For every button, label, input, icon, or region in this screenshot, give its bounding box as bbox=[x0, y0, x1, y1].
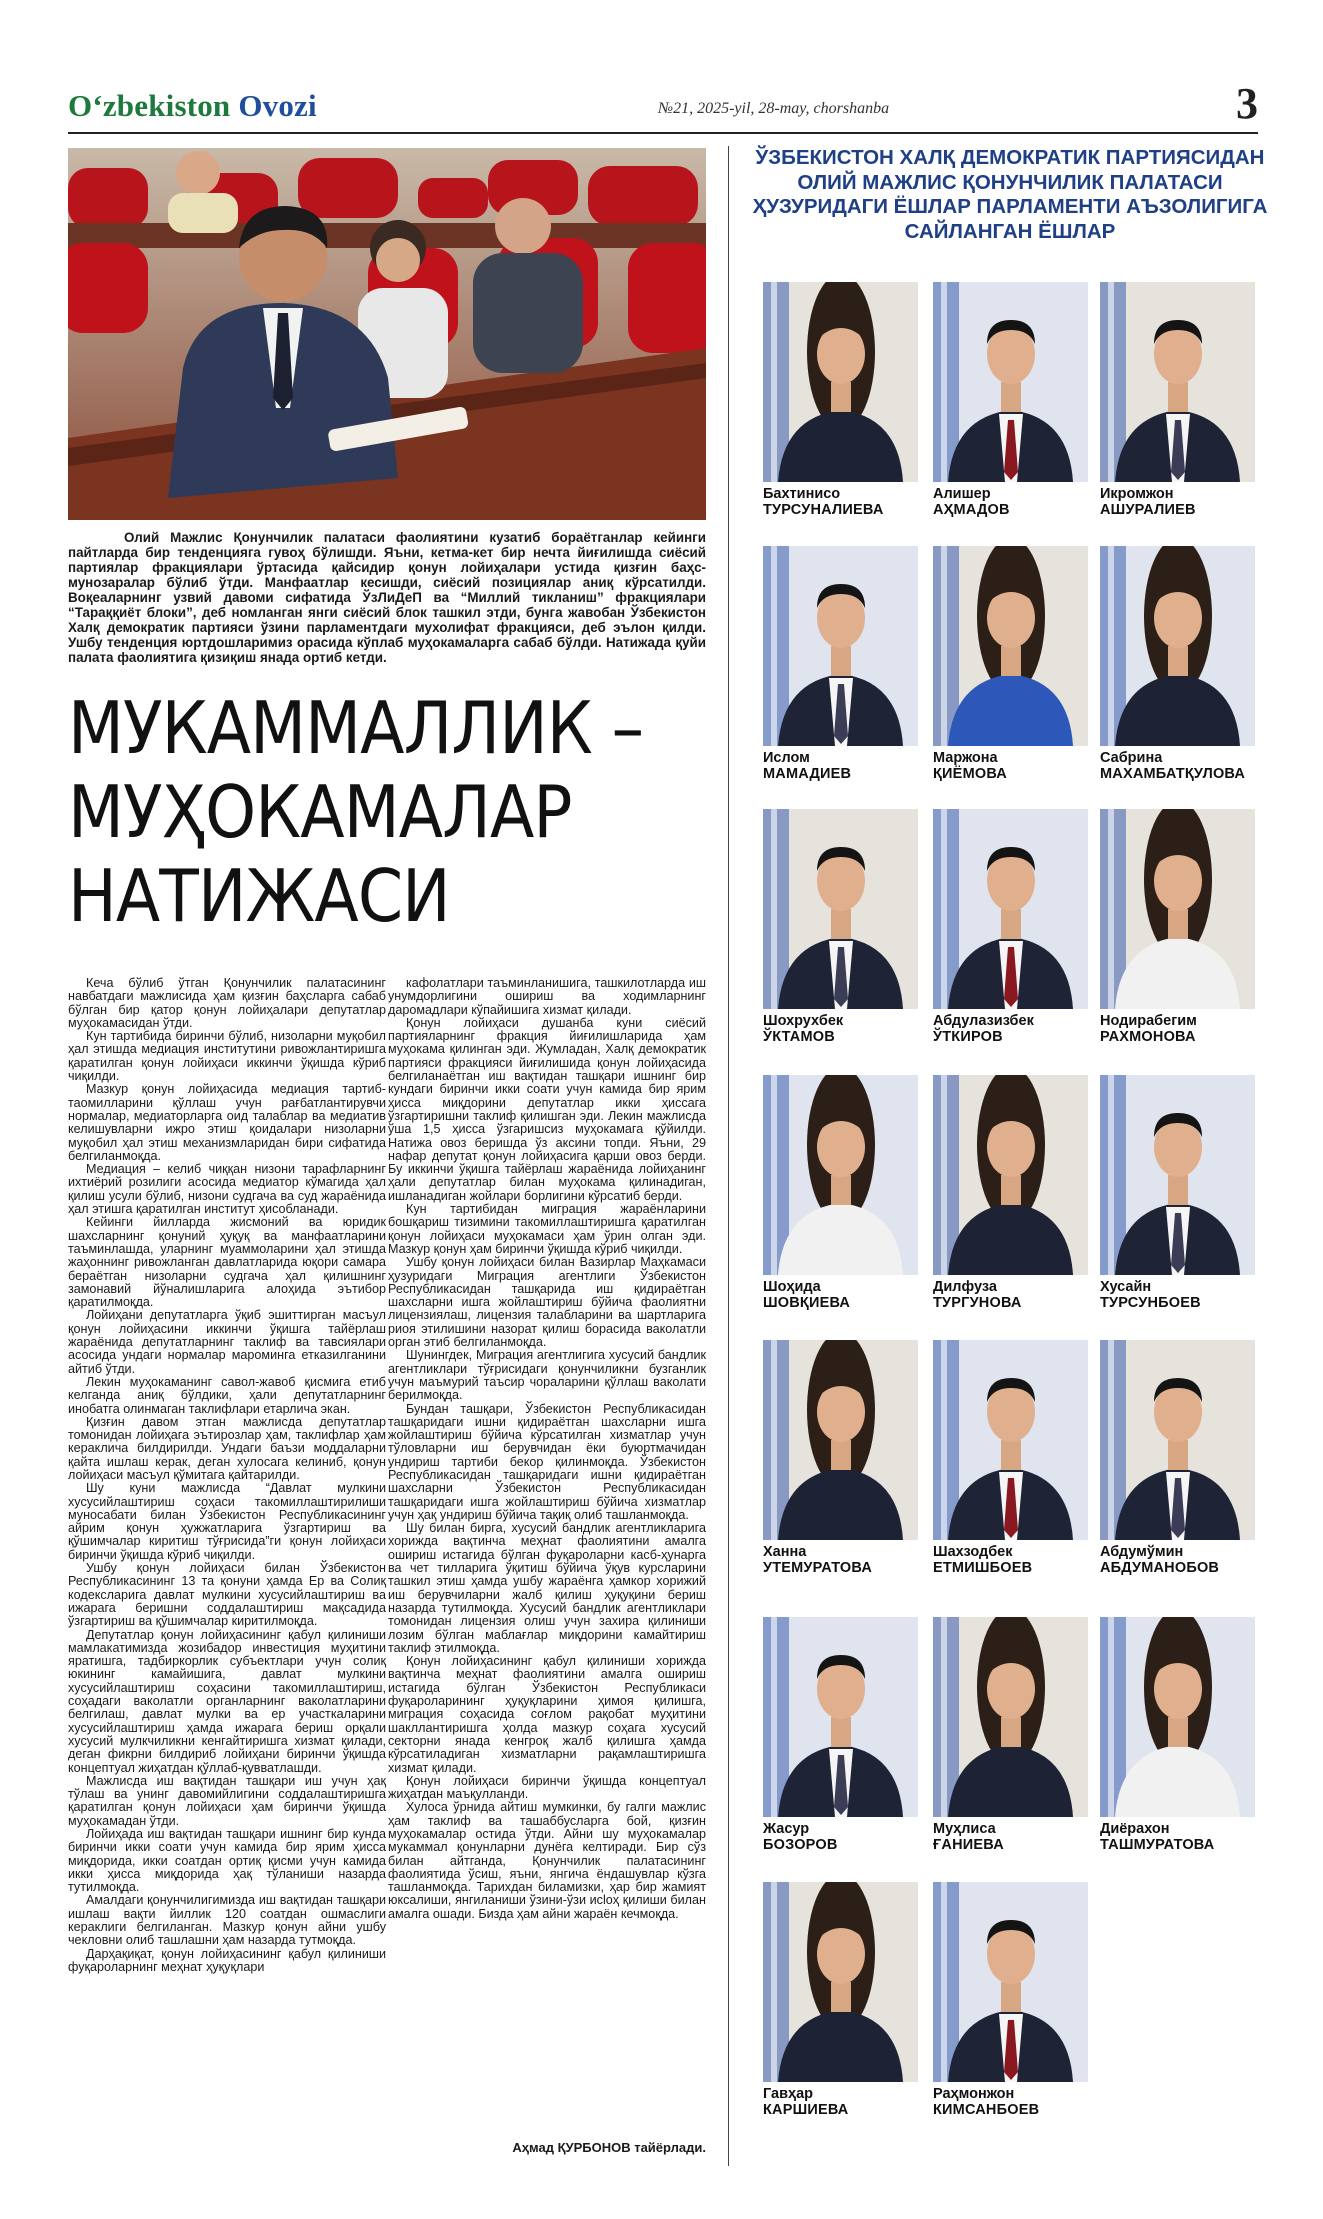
member-last-name: ТАШМУРАТОВА bbox=[1100, 1837, 1215, 1853]
member-card bbox=[763, 1075, 921, 1311]
article-column-1 bbox=[68, 977, 386, 1974]
article-paragraph: Кун тартибида биринчи бўлиб, низоларни муқобил ҳал этишда медиация институтини ривожлантиришга қаратилган қонун лойиҳаси иккинчи ўқишда кўриб чиқилди. bbox=[68, 1029, 386, 1084]
article-paragraph: Депутатлар қонун лойиҳасининг қабул қилиниши мамлакатимизда жозибадор инвестиция муҳитини яратишга, тадбиркорлик субъектлари учун солиқ юкининг камайишига, давлат мулкини хусусийлаштириш соҳасини такомиллаштириш, соҳадаги ваколатли органларнинг ваколатларини белгилаш, давлат мулки ва ер участкаларини хусусийлаштириш ҳамда ижарага бериш орқали хусусий мулкчиликни кенгайтиришга хизмат қилади, деган фикрни билдириб лойиҳани биринчи ўқишда концептуал жиҳатдан қўллаб-қувватлашди. bbox=[68, 1627, 386, 1775]
article-paragraph: Шу куни мажлисда “Давлат мулкини хусусийлаштириш соҳаси такомиллаштирилиши муносабати билан Ўзбекистон Республикасининг айрим қонун ҳужжатларига ўзгартириш ва қўшимчалар киритиш тўғрисида”ги қонун лойиҳаси биринчи ўқишда кўриб чиқилди. bbox=[68, 1481, 386, 1562]
member-last-name: КИМСАНБОЕВ bbox=[933, 2102, 1040, 2118]
member-photo bbox=[1100, 1340, 1255, 1540]
member-last-name: ҒАНИЕВА bbox=[933, 1837, 1004, 1853]
masthead bbox=[68, 79, 1258, 134]
member-first-name: Алишер bbox=[933, 486, 991, 502]
member-card bbox=[763, 1882, 921, 2118]
member-last-name: АШУРАЛИЕВ bbox=[1100, 502, 1196, 518]
member-first-name: Гавҳар bbox=[763, 2086, 813, 2102]
member-last-name: РАХМОНОВА bbox=[1100, 1029, 1196, 1045]
member-last-name: ЎКТАМОВ bbox=[763, 1029, 835, 1045]
member-last-name: ЎТКИРОВ bbox=[933, 1029, 1003, 1045]
member-card bbox=[763, 282, 921, 518]
article-paragraph: Дарҳақиқат, қонун лойиҳасининг қабул қилиниши фуқароларнинг меҳнат ҳуқуқлари bbox=[68, 1946, 386, 1974]
member-card bbox=[1100, 546, 1258, 782]
member-photo bbox=[763, 1340, 918, 1540]
logo-part1: O‘zbekiston bbox=[68, 88, 231, 123]
member-card bbox=[763, 546, 921, 782]
member-first-name: Икромжон bbox=[1100, 486, 1174, 502]
member-card bbox=[933, 809, 1091, 1045]
member-photo bbox=[933, 1075, 1088, 1275]
photo-caption: Олий Мажлис Қонунчилик палатаси фаолиятини кузатиб бораётганлар кейинги пайтларда бир тенденцияга гувоҳ бўлишди. Яъни, кетма-кет бир нечта йиғилишда сиёсий партиялар фракциялари ўртасида қайсидир қонун лойиҳалари устида қизғин баҳс-мунозаралар бўлиб ўтди. Манфаатлар кесишди, сиёсий позициялар аниқ кўрсатилди. Воқеаларнинг узвий давоми сифатида ЎзЛиДеП ва “Миллий тикланиш” фракциялари “Тараққиёт блоки”, деб номланган янги сиёсий блок ташкил этди, бунга жавобан Ўзбекистон Халқ демократик партияси ўзини парламентдаги мухолифат фракцияси, деб эълон қилди. Ушбу тенденция юртдошларимиз орасида кўплаб муҳокамаларга сабаб бўлди. Натижада қуйи палата фаолиятига қизиқиш янада ортиб кетди. bbox=[68, 530, 706, 665]
member-last-name: МАМАДИЕВ bbox=[763, 766, 852, 782]
member-card bbox=[1100, 809, 1258, 1045]
article-column-2 bbox=[388, 977, 706, 1921]
article-paragraph: Ушбу қонун лойиҳаси билан Вазирлар Маҳкамаси ҳузуридаги Миграция агентлиги Ўзбекистон Республикасидан ташқарида иш қидираётган шахсларни ишга жойлаштириш бўйича фаолиятни лицензиялаш, лицензия талабларини ва шартларига риоя этилишини назорат қилиш борасида ваколатли орган этиб белгиланмоқда. bbox=[388, 1255, 706, 1350]
article-paragraph: Бундан ташқари, Ўзбекистон Республикасидан ташқаридаги ишни қидираётган шахсларни ишга жойлаштириш бўйича кўрсатилган хизматлар учун тўловларни иш берувчидан ёки буюртмачидан ундириш тартиби бекор қилинмоқда. Ўзбекистон Республикасидан ташқаридаги ишни қидираётган шахсларни Ўзбекистон Республикасидан ташқаридаги ишга жойлаштириш бўйича хизматлар учун ҳақ ундириш бўйича тақиқ олиб ташланмоқда. bbox=[388, 1401, 706, 1522]
member-last-name: ҚИЁМОВА bbox=[933, 766, 1007, 782]
article-paragraph: Қонун лойиҳасининг қабул қилиниши хорижда вақтинча меҳнат фаолиятини амалга ошириш истагида бўлган Ўзбекистон Республикаси фуқароларининг ҳуқуқларини ҳимоя қилишга, миграция соҳасида соғлом рақобат муҳитини шакллантиришга ҳолда мазкур соҳага хусусий секторни янада кенгроқ жалб қилишга ҳамда кўрсатиладиган хизматларни рақамлаштиришга хизмат қилади. bbox=[388, 1654, 706, 1775]
member-first-name: Шахзодбек bbox=[933, 1544, 1013, 1560]
article-paragraph: Мазкур қонун лойиҳасида медиация тартиб-таомилларини қўллаш учун рағбатлантирувчи нормалар, медиаторларга оид талаблар ва медиатив келишувларни ижро этиш қоидалари низоларни муқобил ҳал этиш механизмларидан бири сифатида белгиланмоқда. bbox=[68, 1082, 386, 1163]
member-photo bbox=[1100, 546, 1255, 746]
member-first-name: Маржона bbox=[933, 750, 998, 766]
member-last-name: ТУРСУНБОЕВ bbox=[1100, 1295, 1201, 1311]
member-card bbox=[1100, 1340, 1258, 1576]
member-card bbox=[1100, 282, 1258, 518]
article-paragraph: Қонун лойиҳаси биринчи ўқишда концептуал жиҳатдан маъқулланди. bbox=[388, 1773, 706, 1802]
member-photo bbox=[1100, 809, 1255, 1009]
member-photo bbox=[933, 1617, 1088, 1817]
member-last-name: МАХАМБАТҚУЛОВА bbox=[1100, 766, 1246, 782]
logo-part2: Ovozi bbox=[238, 88, 317, 123]
member-card bbox=[763, 809, 921, 1045]
member-first-name: Жасур bbox=[763, 1821, 810, 1837]
member-last-name: КАРШИЕВА bbox=[763, 2102, 849, 2118]
article-paragraph: Медиация – келиб чиққан низони тарафларнинг ихтиёрий розилиги асосида медиатор кўмагида ҳал қилиш усули бўлиб, низони судгача ва суд жараёнида ҳал этишга қаратилган институт ҳисобланади. bbox=[68, 1162, 386, 1217]
member-first-name: Абдумўмин bbox=[1100, 1544, 1184, 1560]
article-author: Аҳмад ҚУРБОНОВ тайёрлади. bbox=[512, 2140, 706, 2155]
column-divider bbox=[728, 146, 729, 2166]
article-paragraph: Лойиҳани депутатларга ўқиб эшиттирган масъул қонун лойиҳасини иккинчи ўқишга тайёрлаш жараёнида депутатларнинг таклиф ва тавсиялари асосида ундаги нормалар мароминга етказилганини айтиб ўтди. bbox=[68, 1308, 386, 1376]
parliament-session-illustration bbox=[68, 148, 706, 520]
member-photo bbox=[763, 809, 918, 1009]
member-card bbox=[933, 1882, 1091, 2118]
member-photo bbox=[933, 1882, 1088, 2082]
member-photo bbox=[763, 1075, 918, 1275]
headline-line-3: НАТИЖАСИ bbox=[68, 854, 450, 938]
member-first-name: Диёрахон bbox=[1100, 1821, 1170, 1837]
article-paragraph: Кеча бўлиб ўтган Қонунчилик палатасининг навбатдаги мажлисида ҳам қизғин баҳсларга сабаб бўлган бир қатор қонун лойиҳалари депутатлар муҳокамасидан ўтди. bbox=[68, 976, 386, 1030]
article-paragraph: кафолатлари таъминланишига, ташкилотларда иш унумдорлигини ошириш ва ходимларнинг даромадлари кўпайишига хизмат қилади. bbox=[388, 976, 706, 1017]
member-first-name: Абдулазизбек bbox=[933, 1013, 1034, 1029]
article-paragraph: Лойиҳада иш вақтидан ташқари ишнинг бир кунда биринчи икки соати учун камида бир ярим ҳисса миқдорида, икки соатдан ортиқ қисми учун камида икки ҳисса миқдорида ҳақ тўланиши назарда тутилмоқда. bbox=[68, 1827, 386, 1895]
member-first-name: Раҳмонжон bbox=[933, 2086, 1015, 2102]
article-headline bbox=[68, 686, 653, 938]
article-paragraph: Қизғин давом этган мажлисда депутатлар томонидан лойиҳага эътирозлар ҳам, таклифлар ҳам кераклича билдирилди. Ундаги баъзи моддаларни қайта ишлаш керак, деган хулосага келиниб, қонун лойиҳаси масъул қўмитага қайтарилди. bbox=[68, 1414, 386, 1482]
article-paragraph: Қонун лойиҳаси душанба куни сиёсий партияларнинг фракция йиғилишларида ҳам муҳокама қилинган эди. Жумладан, Халқ демократик партияси фракцияси йиғилишида қонун лойиҳасида белгиланаётган иш вақтидан ташқари ишнинг бир кундаги биринчи икки соати учун камида бир ярим ҳисса миқдорини депутатлар икки ҳиссага ўзгартиришни таклиф қилишган эди. Лекин мажлисда ўша 1,5 ҳисса ўзгаришсиз муҳокамага қўйилди. Натижа овоз беришда ўз аксини топди. Яъни, 29 нафар депутат қонун лойиҳасига қарши овоз берди. Бу иккинчи ўқишга тайёрлаш жараёнида лойиҳанинг ҳали депутатлар билан муҳокама қилинадиган, ишланадиган жойлари борлигини кўрсатиб берди. bbox=[388, 1015, 706, 1203]
member-first-name: Бахтинисо bbox=[763, 486, 841, 502]
article-paragraph: Хулоса ўрнида айтиш мумкинки, бу галги мажлис ҳам таклиф ва ташаббусларга бой, қизғин муҳокамалар остида ўтди. Айни шу муҳокамалар мукаммал қонунларни дунёга келтиради. Бир сўз билан айтганда, Қонунчилик палатасининг фаолиятида ўсиш, яъни, янгича ёндашувлар кўзга ташланмоқда. Тарихдан биламизки, ҳар бир жамият юксалиши, янгиланиши ўзини-ўзи исloҳ қилиши билан амалга ошади. Бизда ҳам айни жараён кечмоқда. bbox=[388, 1800, 706, 1921]
member-first-name: Ислом bbox=[763, 750, 810, 766]
member-first-name: Нодирабегим bbox=[1100, 1013, 1197, 1029]
page-number: 3 bbox=[1236, 79, 1258, 128]
member-card bbox=[933, 546, 1091, 782]
member-card bbox=[933, 1340, 1091, 1576]
member-last-name: БОЗОРОВ bbox=[763, 1837, 838, 1853]
member-last-name: АҲМАДОВ bbox=[933, 502, 1010, 518]
member-last-name: ЕТМИШБОЕВ bbox=[933, 1560, 1033, 1576]
member-photo bbox=[763, 282, 918, 482]
issue-info: №21, 2025-yil, 28-may, chorshanba bbox=[658, 100, 890, 117]
member-last-name: АБДУМАНОБОВ bbox=[1100, 1560, 1220, 1576]
member-photo bbox=[933, 1340, 1088, 1540]
member-first-name: Ханна bbox=[763, 1544, 807, 1560]
member-first-name: Сабрина bbox=[1100, 750, 1163, 766]
youth-parliament-title: ЎЗБЕКИСТОН ХАЛҚ ДЕМОКРАТИК ПАРТИЯСИДАН ОЛИЙ МАЖЛИС ҚОНУНЧИЛИК ПАЛАТАСИ ҲУЗУРИДАГИ ЁШЛАР ПАРЛАМЕНТИ АЪЗОЛИГИГА САЙЛАНГАН ЁШЛАР bbox=[752, 146, 1268, 243]
member-first-name: Шохрухбек bbox=[763, 1013, 844, 1029]
member-photo bbox=[933, 809, 1088, 1009]
member-card bbox=[933, 1075, 1091, 1311]
member-photo bbox=[1100, 1617, 1255, 1817]
member-card bbox=[933, 282, 1091, 518]
member-photo bbox=[763, 1882, 918, 2082]
parliament-session-photo bbox=[68, 148, 706, 520]
member-photo bbox=[933, 546, 1088, 746]
member-first-name: Муҳлиса bbox=[933, 1821, 996, 1837]
member-card bbox=[933, 1617, 1091, 1853]
member-photo bbox=[763, 546, 918, 746]
member-card bbox=[763, 1340, 921, 1576]
article-paragraph: Кейинги йилларда жисмоний ва юридик шахсларнинг қонуний ҳуқуқ ва манфаатларини таъминлашда, уларнинг муаммоларини ҳал этишда жаҳоннинг ривожланган давлатларида юқори самара бераётган низоларни судгача ҳал қилишнинг замонавий йўналишларига алоҳида эътибор қаратилмоқда. bbox=[68, 1215, 386, 1310]
member-photo bbox=[933, 282, 1088, 482]
newspaper-logo bbox=[68, 88, 317, 124]
member-photo bbox=[1100, 282, 1255, 482]
member-card bbox=[1100, 1617, 1258, 1853]
member-last-name: ШОВҚИЕВА bbox=[763, 1295, 851, 1311]
member-photo bbox=[763, 1617, 918, 1817]
article-paragraph: Ушбу қонун лойиҳаси билан Ўзбекистон Республикасининг 13 та қонуни ҳамда Ер ва Солиқ кодексларига давлат мулкини хусусийлаштириш ва ижарага беришни соддалаштириш мақсадида ўзгартириш ва қўшимчалар киритилмоқда. bbox=[68, 1561, 386, 1629]
member-last-name: УТЕМУРАТОВА bbox=[763, 1560, 872, 1576]
member-first-name: Хусайн bbox=[1100, 1279, 1152, 1295]
member-last-name: ТУРСУНАЛИЕВА bbox=[763, 502, 884, 518]
member-first-name: Дилфуза bbox=[933, 1279, 997, 1295]
article-paragraph: Мажлисда иш вақтидан ташқари иш учун ҳақ тўлаш ва унинг давомийлигини соддалаштиришга қаратилган қонун лойиҳаси ҳам биринчи ўқишда муҳокамадан ўтди. bbox=[68, 1773, 386, 1828]
headline-line-1: МУКАММАЛЛИК – bbox=[68, 686, 644, 770]
article-paragraph: Амалдаги қонунчилигимизда иш вақтидан ташқари ишлаш вақти йиллик 120 соатдан ошмаслиги кераклиги белгиланган. Мазкур қонун айни ушбу чекловни олиб ташлашни ҳам назарда тутмоқда. bbox=[68, 1893, 386, 1948]
headline-line-2: МУҲОКАМАЛАР bbox=[68, 770, 572, 854]
member-last-name: ТУРГУНОВА bbox=[933, 1295, 1022, 1311]
article-paragraph: Лекин муҳокаманинг савол-жавоб қисмига етиб келганда аниқ бўлдики, ҳали депутатларнинг инобатга олинмаган таклифлари етарлича экан. bbox=[68, 1374, 386, 1416]
member-card bbox=[1100, 1075, 1258, 1311]
article-paragraph: Шу билан бирга, хусусий бандлик агентликларига хорижда вақтинча меҳнат фаолиятини амалга ошириш истагида бўлган фуқароларни касб-ҳунарга ва чет тилларига ўқитиш бўйича ўқув курсларини ташкил этиш ҳамда ушбу жараёнга ҳамкор хорижий иш берувчиларни жалб қилиш ҳуқуқини бериш назарда тутилмоқда. Хусусий бандлик агентликлари томонидан лицензия олиш учун захира қилиниши лозим бўлган маблағлар миқдорини камайтириш таклиф этилмоқда. bbox=[388, 1521, 706, 1655]
member-photo bbox=[1100, 1075, 1255, 1275]
member-first-name: Шоҳида bbox=[763, 1279, 821, 1295]
article-paragraph: Кун тартибидан миграция жараёнларини бошқариш тизимини такомиллаштиришга қаратилган қонун лойиҳаси муҳокамаси ҳам ўрин олган эди. Мазкур қонун ҳам биринчи ўқишда кўриб чиқилди. bbox=[388, 1202, 706, 1256]
member-card bbox=[763, 1617, 921, 1853]
article-paragraph: Шунингдек, Миграция агентлигига хусусий бандлик агентликлари тўғрисидаги қонунчиликни бузганлик учун маъмурий таъсир чораларини қўллаш ваколати берилмоқда. bbox=[388, 1348, 706, 1403]
